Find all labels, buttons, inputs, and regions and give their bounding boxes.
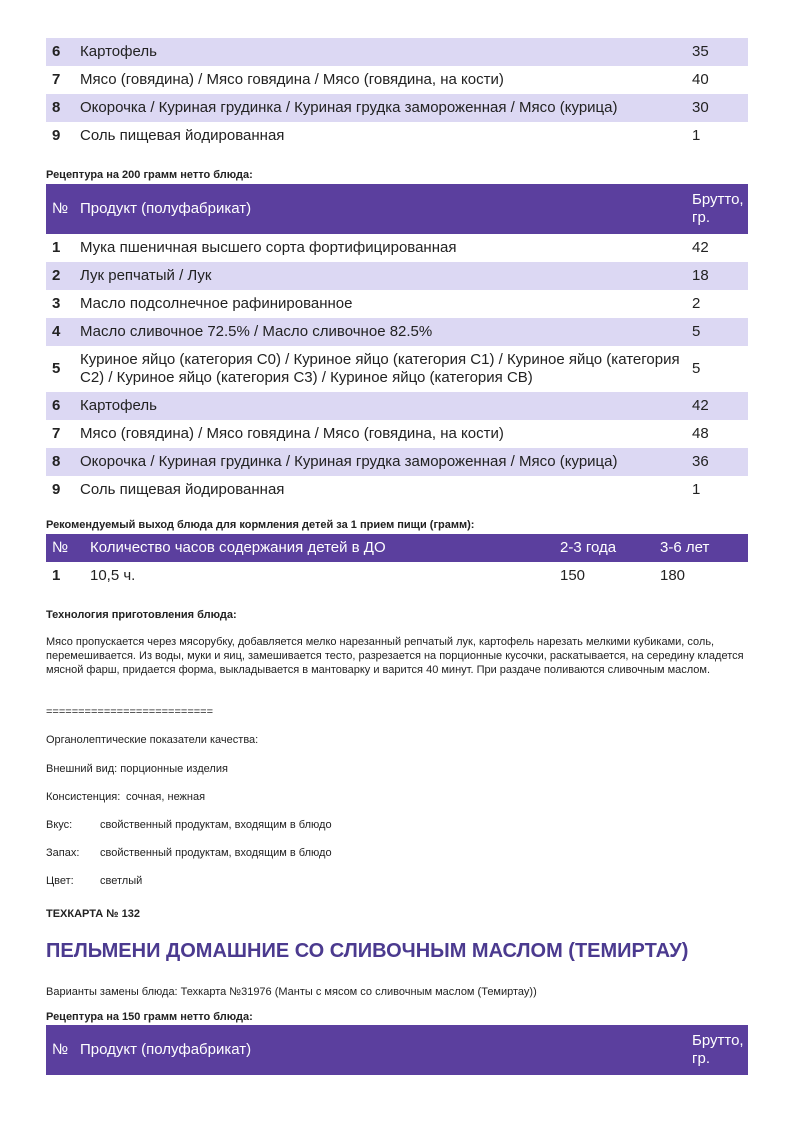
appearance: Внешний вид: порционные изделия (46, 763, 228, 775)
row-product: Картофель (74, 38, 686, 66)
table-row (46, 262, 748, 290)
table-row (46, 122, 748, 150)
col-product-header: Продукт (полуфабрикат) (74, 1025, 686, 1075)
col-gross-header: Брутто, гр. (686, 1025, 748, 1075)
row-number: 5 (52, 360, 61, 377)
ingredients-table-150 (46, 1025, 748, 1075)
ingredients-table-continued (46, 38, 748, 150)
row-number: 9 (52, 127, 61, 144)
col-number-header: № (46, 184, 74, 234)
row-number: 7 (52, 71, 61, 88)
color (46, 874, 751, 888)
technology-label: Технология приготовления блюда: (46, 609, 237, 621)
row-gross: 36 (686, 448, 748, 476)
row-gross: 2 (692, 295, 701, 312)
color-key: Цвет: (46, 875, 74, 887)
color-value: светлый (100, 875, 143, 887)
smell (46, 846, 751, 860)
dish-title: ПЕЛЬМЕНИ ДОМАШНИЕ СО СЛИВОЧНЫМ МАСЛОМ (ТЕМИРТАУ) (46, 940, 689, 962)
row-product: Окорочка / Куриная грудинка / Куриная грудка замороженная / Мясо (курица) (74, 94, 686, 122)
row-number: 4 (46, 318, 74, 346)
recipe-200-label: Рецептура на 200 грамм нетто блюда: (46, 169, 253, 181)
row-number: 9 (52, 481, 61, 498)
row-gross: 5 (686, 318, 748, 346)
ingredients-table-200 (46, 184, 748, 504)
table-row (46, 448, 748, 476)
table-row (46, 38, 748, 66)
row-gross: 1 (692, 127, 701, 144)
row-product: Соль пищевая йодированная (80, 481, 285, 498)
taste (46, 818, 751, 832)
technology-text: Мясо пропускается через мясорубку, добавляется мелко нарезанный репчатый лук, картофель нарезать мелкими кубиками, соль, перемешивается. Из воды, муки и яиц, замешивается тесто, разрезается на порционные кусочки, раскатывается, на середину кладется мясной фарш, придается форма, выкладывается в мантоварку и варится 40 минут. При раздаче поливаются сливочным маслом. (46, 636, 744, 676)
row-product: Лук репчатый / Лук (74, 262, 686, 290)
row-age2: 180 (660, 567, 686, 584)
organoleptic-heading: Органолептические показатели качества: (46, 734, 259, 746)
row-product: Картофель (74, 392, 686, 420)
row-gross: 42 (686, 392, 748, 420)
recipe-150-label: Рецептура на 150 грамм нетто блюда: (46, 1011, 253, 1023)
row-gross: 48 (692, 425, 709, 442)
taste-key: Вкус: (46, 819, 73, 831)
table-row (46, 562, 748, 590)
row-product: Масло подсолнечное рафинированное (80, 295, 353, 312)
col-product-header: Продукт (полуфабрикат) (74, 184, 686, 234)
row-product: Мясо (говядина) / Мясо говядина / Мясо (говядина, на кости) (80, 71, 504, 88)
col-age2-header: 3-6 лет (654, 534, 748, 562)
table-row (46, 94, 748, 122)
row-gross: 5 (692, 360, 701, 377)
row-gross: 30 (686, 94, 748, 122)
col-gross-header: Брутто, гр. (686, 184, 748, 234)
yield-label: Рекомендуемый выход блюда для кормления детей за 1 прием пищи (грамм): (46, 519, 475, 531)
row-number: 7 (52, 425, 61, 442)
smell-key: Запах: (46, 847, 80, 859)
row-product: Мясо (говядина) / Мясо говядина / Мясо (говядина, на кости) (80, 425, 504, 442)
row-number: 1 (52, 239, 61, 256)
table-row (46, 318, 748, 346)
consistency-value: сочная, нежная (126, 791, 206, 803)
col-hours-header: Количество часов содержания детей в ДО (84, 534, 554, 562)
row-product: Соль пищевая йодированная (80, 127, 285, 144)
row-gross: 35 (686, 38, 748, 66)
row-number: 1 (52, 567, 61, 584)
row-product: Куриное яйцо (категория С0) / Куриное яйцо (категория С1) / Куриное яйцо (категория С2) / Куриное яйцо (категория С3) / Куриное яйцо (категория СВ) (80, 351, 680, 386)
techcard-number: ТЕХКАРТА № 132 (46, 908, 140, 920)
table-row (46, 476, 748, 504)
row-product: Окорочка / Куриная грудинка / Куриная грудка замороженная / Мясо (курица) (74, 448, 686, 476)
table-row (46, 346, 748, 392)
row-number: 6 (46, 38, 74, 66)
row-gross: 18 (686, 262, 748, 290)
row-number: 2 (46, 262, 74, 290)
taste-value: свойственный продуктам, входящим в блюдо (100, 819, 332, 831)
row-number: 6 (46, 392, 74, 420)
table-row (46, 290, 748, 318)
col-age1-header: 2-3 года (554, 534, 654, 562)
consistency-key: Консистенция: (46, 791, 121, 803)
row-number: 8 (46, 448, 74, 476)
row-product: Мука пшеничная высшего сорта фортифицированная (80, 239, 457, 256)
row-hours: 10,5 ч. (90, 567, 136, 584)
col-number-header: № (46, 534, 84, 562)
consistency (46, 790, 751, 804)
table-row (46, 66, 748, 94)
col-number-header: № (46, 1025, 74, 1075)
smell-value: свойственный продуктам, входящим в блюдо (100, 847, 332, 859)
row-gross: 40 (692, 71, 709, 88)
row-number: 8 (46, 94, 74, 122)
row-age1: 150 (560, 567, 586, 584)
yield-table (46, 534, 748, 590)
table-row (46, 392, 748, 420)
separator: ========================== (46, 706, 214, 718)
row-number: 3 (52, 295, 61, 312)
table-row (46, 234, 748, 262)
replacement-variants: Варианты замены блюда: Техкарта №31976 (Манты с мясом со сливочным маслом (Темиртау)) (46, 986, 537, 998)
row-product: Масло сливочное 72.5% / Масло сливочное 82.5% (74, 318, 686, 346)
row-gross: 42 (692, 239, 709, 256)
table-row (46, 420, 748, 448)
row-gross: 1 (692, 481, 701, 498)
